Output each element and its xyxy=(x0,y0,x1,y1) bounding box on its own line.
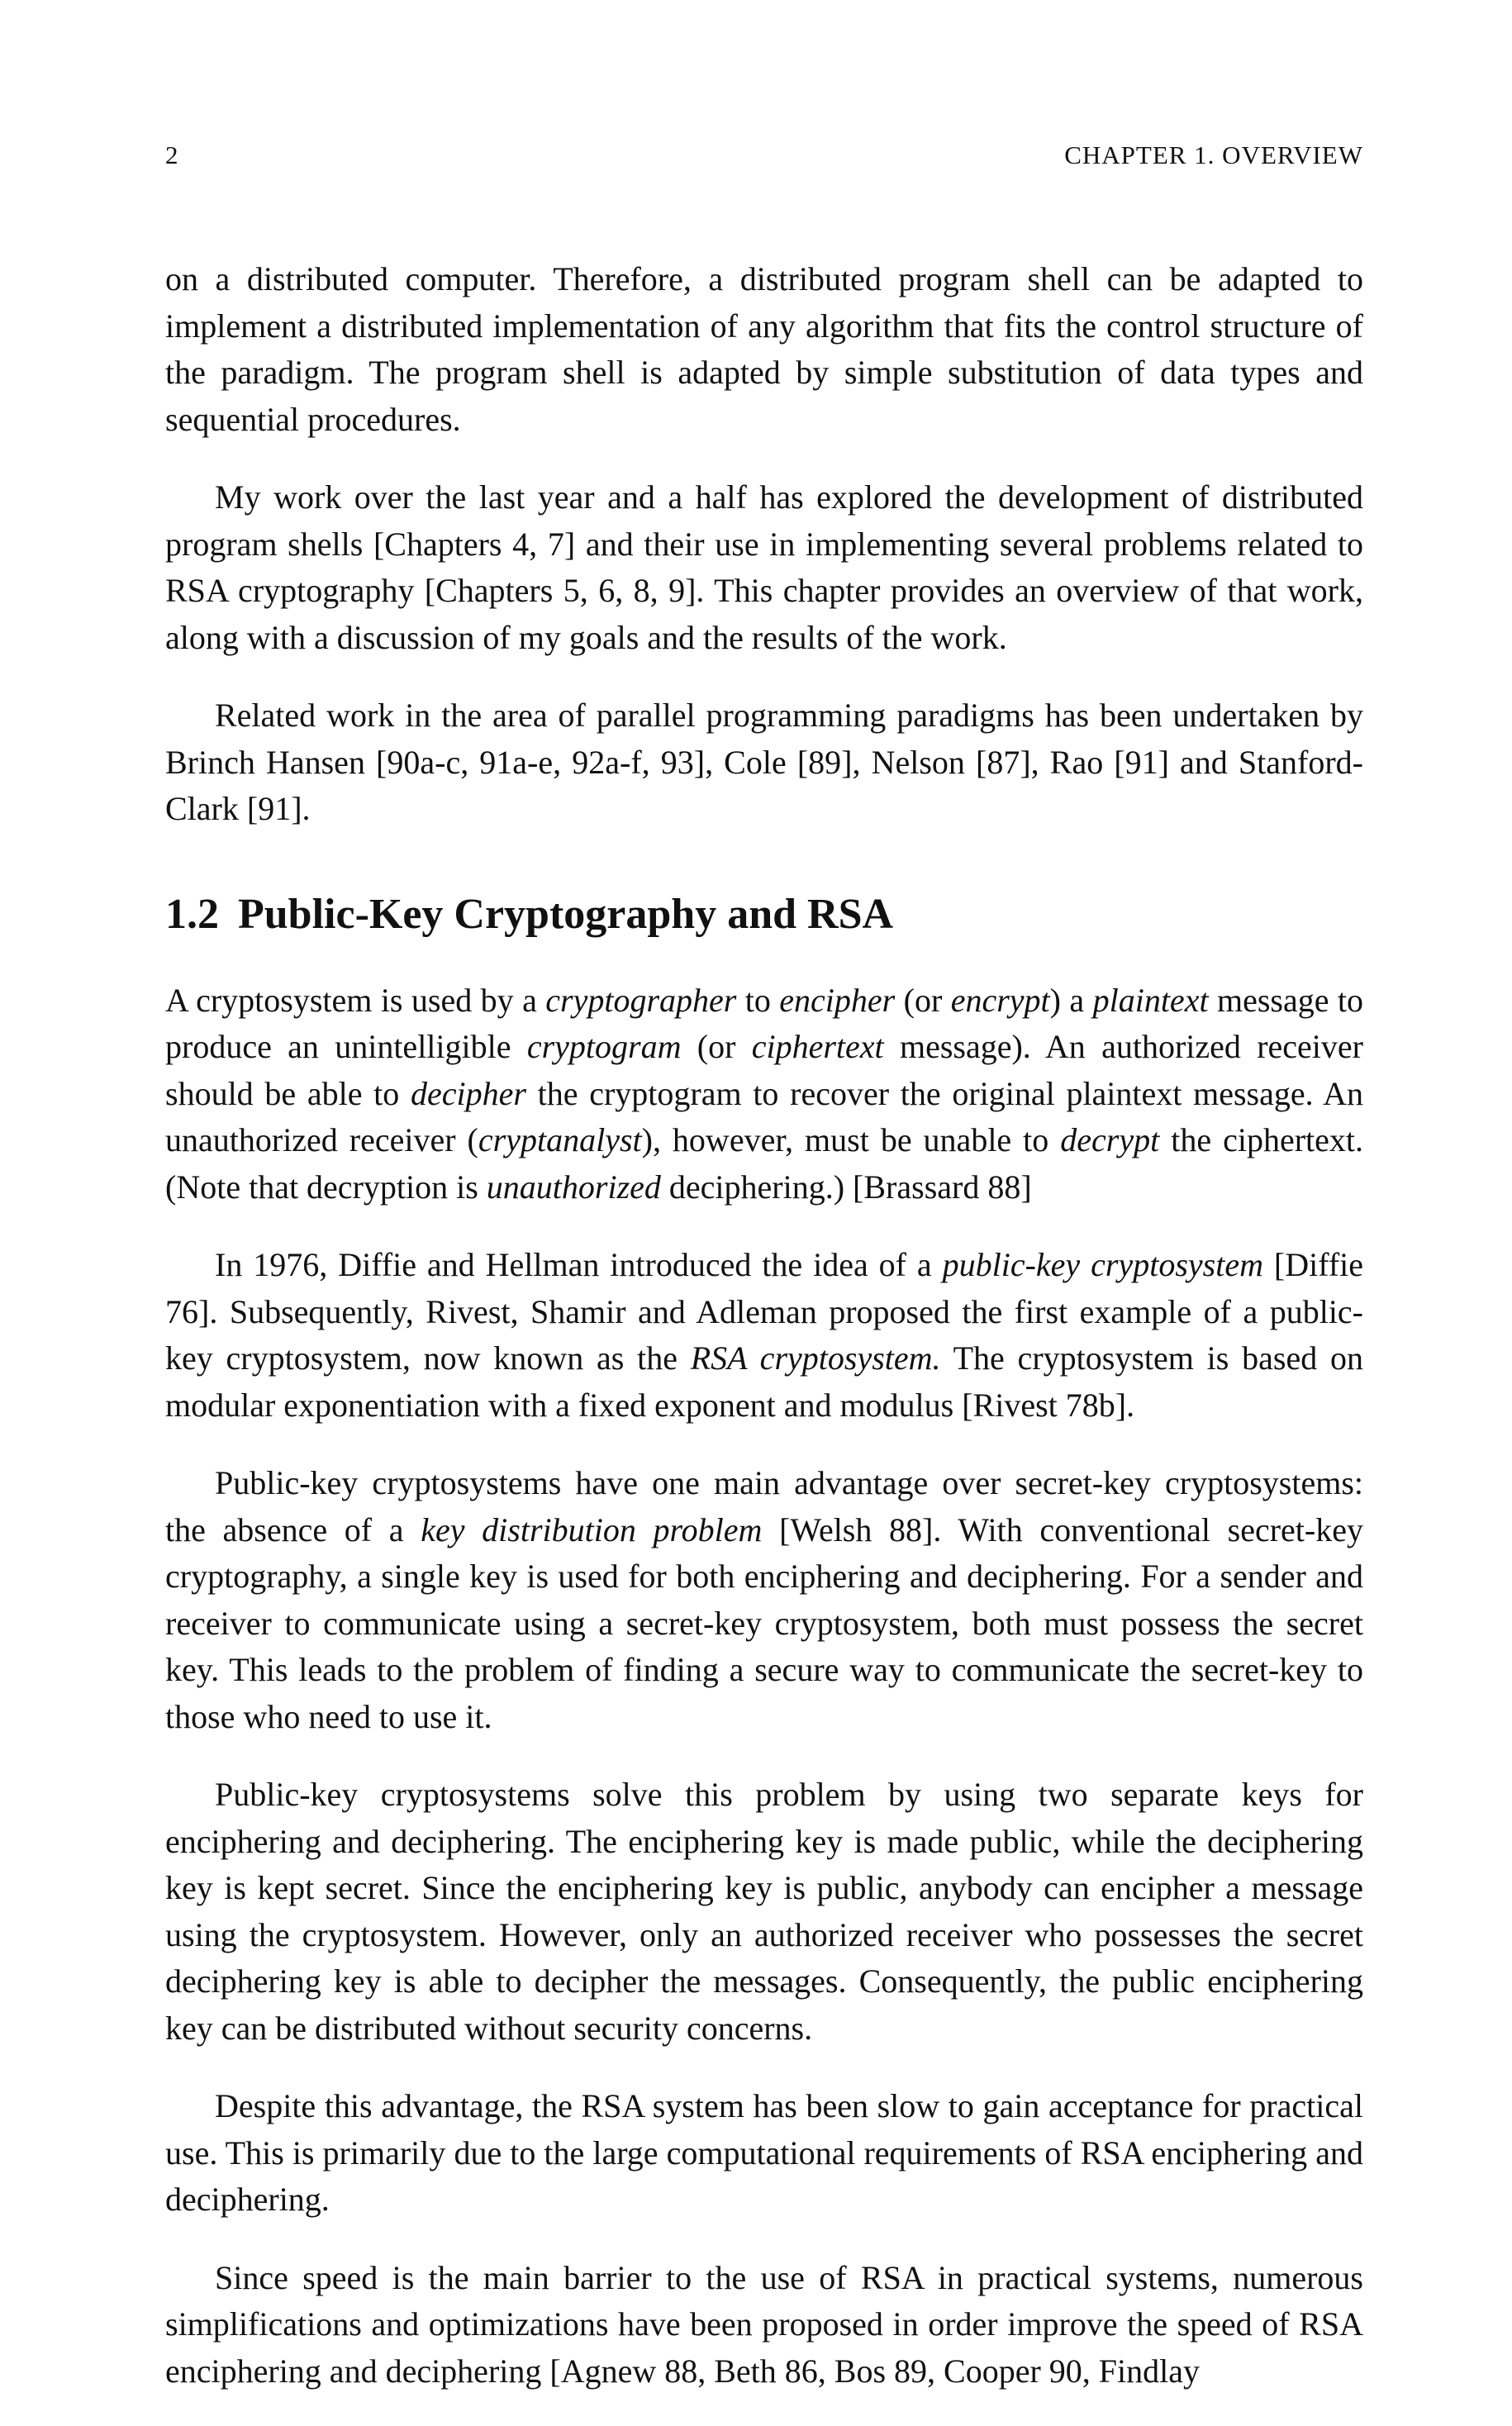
italic-term: decipher xyxy=(411,1074,526,1112)
book-page xyxy=(165,140,1363,2426)
italic-term: public-key cryptosystem xyxy=(942,1246,1263,1284)
italic-term: cryptogram xyxy=(526,1028,682,1066)
body-text xyxy=(165,256,1363,2395)
italic-term: unauthorized xyxy=(486,1168,661,1206)
paragraph xyxy=(165,1460,1363,1740)
paragraph xyxy=(165,2255,1363,2395)
text-run: [Diffie 76]. Subsequently, Rivest, Shamir and Adleman proposed the first example of a public-key cryptosystem, now known as the xyxy=(165,1246,1364,1377)
italic-term: cryptographer xyxy=(545,981,737,1019)
section-heading xyxy=(165,891,1363,938)
running-head xyxy=(165,140,1363,190)
text-run: ) a xyxy=(1049,981,1093,1019)
text-run: to xyxy=(736,981,780,1019)
text-run: message). An authorized receiver should be able to xyxy=(165,1028,1363,1112)
paragraph xyxy=(165,256,1363,443)
italic-term: RSA cryptosystem. xyxy=(690,1339,941,1377)
text-run: Public-key cryptosystems solve this problem by using two separate keys for enciphering and deciphering. The enciphering key is made public, while the deciphering key is kept secret. Since the enciphering key is public, anybody can encipher a message using the cryptosystem. However, only an authorized receiver who possesses the secret deciphering key is able to decipher the messages. Consequently, the public enciphering key can be distributed without security concerns. xyxy=(165,1776,1363,2047)
italic-term: key distribution problem xyxy=(421,1510,763,1548)
section-number: 1.2 xyxy=(165,890,219,938)
paragraph xyxy=(165,978,1363,1211)
section-title: Public-Key Cryptography and RSA xyxy=(238,890,894,938)
text-run: message to produce an unintelligible xyxy=(165,981,1364,1066)
text-run: My work over the last year and a half has explored the development of distributed program shells [Chapters 4, 7] and their use in implementing several problems related to RSA cryptography [Chapters 5, 6, 8, 9]. This chapter provides an overview of that work, along with a discussion of my goals and the results of the work. xyxy=(165,478,1363,656)
italic-term: ciphertext xyxy=(751,1028,884,1066)
section-paragraphs xyxy=(165,978,1363,2395)
text-run: Public-key cryptosystems have one main advantage over secret-key cryptosystems: the absence of a xyxy=(165,1464,1363,1548)
italic-term: decrypt xyxy=(1060,1121,1160,1159)
text-run: the ciphertext. (Note that decryption is xyxy=(165,1121,1364,1206)
text-run: [Welsh 88]. With conventional secret-key cryptography, a single key is used for both enciphering and deciphering. For a sender and receiver to communicate using a secret-key cryptosystem, both must possess the secret key. This leads to the problem of finding a secure way to communicate the secret-key to those who need to use it. xyxy=(165,1510,1363,1735)
text-run: the cryptogram to recover the original plaintext message. An unauthorized receiver ( xyxy=(165,1074,1364,1159)
text-run: In 1976, Diffie and Hellman introduced the idea of a xyxy=(215,1246,943,1284)
text-run: (or xyxy=(681,1028,752,1066)
text-run: The cryptosystem is based on modular exponentiation with a fixed exponent and modulus [Rivest 78b]. xyxy=(165,1339,1363,1424)
text-run: A cryptosystem is used by a xyxy=(165,981,546,1019)
paragraph xyxy=(165,2083,1363,2224)
italic-term: encrypt xyxy=(950,981,1050,1019)
paragraph xyxy=(165,1772,1363,2052)
italic-term: cryptanalyst xyxy=(478,1121,642,1159)
text-run: Despite this advantage, the RSA system has been slow to gain acceptance for practical use. This is primarily due to the large computational requirements of RSA enciphering and deciphering. xyxy=(165,2087,1363,2219)
text-run: Related work in the area of parallel programming paradigms has been undertaken by Brinch Hansen [90a-c, 91a-e, 92a-f, 93], Cole [89], Nelson [87], Rao [91] and Stanford-Clark [91]. xyxy=(165,697,1363,827)
text-run: (or xyxy=(895,981,951,1019)
paragraph xyxy=(165,1242,1363,1429)
paragraph xyxy=(165,474,1363,661)
intro-paragraphs xyxy=(165,256,1363,833)
italic-term: plaintext xyxy=(1092,981,1209,1019)
text-run: on a distributed computer. Therefore, a distributed program shell can be adapted to implement a distributed implementation of any algorithm that fits the control structure of the paradigm. The program shell is adapted by simple substitution of data types and sequential procedures. xyxy=(165,260,1363,438)
italic-term: encipher xyxy=(779,981,896,1019)
text-run: Since speed is the main barrier to the use of RSA in practical systems, numerous simplifications and optimizations have been proposed in order improve the speed of RSA enciphering and deciphering [Agnew 88, Beth 86, Bos 89, Cooper 90, Findlay xyxy=(165,2258,1363,2390)
paragraph xyxy=(165,692,1363,833)
page-number: 2 xyxy=(165,140,178,169)
text-run: ), however, must be unable to xyxy=(641,1121,1061,1159)
text-run: deciphering.) [Brassard 88] xyxy=(660,1168,1032,1206)
running-title: CHAPTER 1. OVERVIEW xyxy=(1064,140,1363,169)
